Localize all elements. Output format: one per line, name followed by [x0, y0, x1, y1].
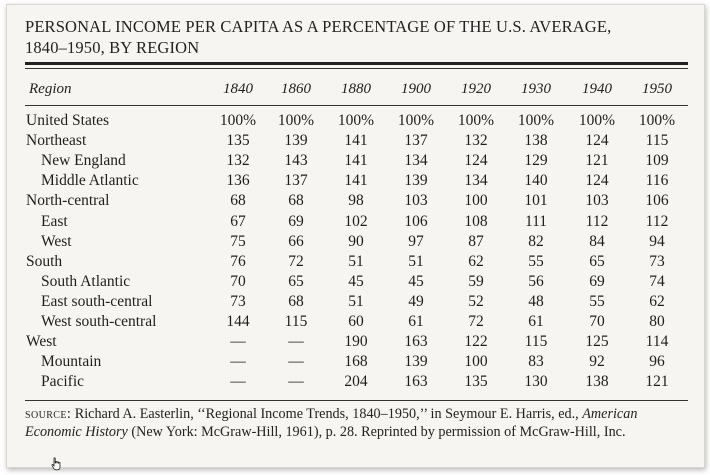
table-cell: 190: [344, 333, 368, 351]
table-cell: 141: [344, 132, 368, 150]
table-cell: 51: [348, 292, 364, 310]
table-cell: 61: [408, 313, 424, 330]
table-cell: 163: [404, 373, 428, 391]
table-row: [7, 292, 704, 312]
table-cell: 115: [645, 132, 669, 150]
table-cell: 121: [645, 373, 669, 391]
table-cell: —: [288, 353, 304, 371]
table-title: [25, 16, 695, 58]
table-cell: 68: [230, 192, 246, 210]
table-cell: 72: [288, 252, 304, 270]
table-cell: 134: [404, 152, 428, 170]
hand-pointer-icon: [50, 457, 64, 471]
row-label: West south-central: [41, 313, 157, 330]
source-text-part1: Richard A. Easterlin, ‘‘Regional Income Trends, 1840–1950,’’ in Seymour E. Harris, ed.,: [71, 406, 579, 422]
table-cell: 141: [344, 172, 368, 190]
table-cell: 69: [288, 212, 304, 230]
table-cell: 116: [645, 172, 669, 190]
table-cell: 125: [585, 333, 609, 351]
table-cell: 137: [404, 132, 428, 150]
row-label: North-central: [26, 192, 110, 210]
table-cell: 70: [589, 313, 605, 330]
table-cell: 60: [348, 313, 364, 330]
table-bottom-rule: [25, 400, 688, 401]
year-header-1930: 1930: [521, 81, 551, 97]
table-cell: —: [288, 333, 304, 351]
year-header-1940: 1940: [582, 81, 612, 97]
table-cell: 141: [344, 152, 368, 170]
year-header-1900: 1900: [401, 81, 431, 97]
table-cell: 137: [284, 172, 308, 190]
row-label: Mountain: [41, 353, 102, 371]
table-cell: 130: [524, 373, 548, 391]
table-cell: 138: [524, 132, 548, 150]
table-cell: 100%: [638, 112, 676, 129]
table-cell: 122: [464, 333, 488, 351]
table-cell: 100%: [457, 112, 495, 129]
row-label: West: [26, 333, 57, 351]
table-cell: 129: [524, 152, 548, 170]
table-cell: 90: [348, 232, 364, 250]
table-cell: 100%: [578, 112, 616, 129]
table-cell: 69: [589, 272, 605, 290]
table-cell: 132: [464, 132, 488, 150]
table-cell: 103: [585, 192, 609, 210]
table-cell: 97: [408, 232, 424, 250]
table-cell: 132: [226, 152, 250, 170]
table-row: [7, 111, 704, 131]
title-rule-thin: [25, 68, 688, 69]
table-cell: 84: [589, 232, 605, 250]
table-cell: 168: [344, 353, 368, 371]
table-cell: 115: [524, 333, 548, 351]
table-cell: 163: [404, 333, 428, 351]
table-cell: 106: [645, 192, 669, 210]
source-text-part2: (New York: McGraw-Hill, 1961), p. 28. Reprinted by permission of McGraw-Hill, Inc.: [127, 423, 626, 440]
table-cell: 100%: [517, 112, 555, 129]
table-cell: 100%: [277, 112, 315, 129]
row-label: South: [26, 252, 63, 270]
year-header-1950: 1950: [642, 81, 672, 97]
table-cell: 82: [528, 232, 544, 250]
table-cell: 121: [585, 152, 609, 170]
table-row: [7, 252, 704, 272]
table-cell: 100%: [337, 112, 375, 129]
table-cell: 65: [288, 272, 304, 290]
table-row: [7, 191, 704, 211]
region-column-header: Region: [29, 81, 72, 97]
table-cell: 65: [589, 252, 605, 270]
table-cell: 134: [464, 172, 488, 190]
source-label: source:: [25, 406, 72, 422]
table-cell: 45: [408, 272, 424, 290]
table-cell: 92: [589, 353, 605, 371]
table-cell: 115: [284, 313, 308, 330]
table-cell: 102: [344, 212, 368, 230]
table-cell: 100: [464, 192, 488, 210]
year-header-1860: 1860: [281, 81, 311, 97]
table-cell: —: [230, 373, 246, 391]
table-cell: 72: [468, 313, 484, 330]
table-row: [7, 212, 704, 232]
table-row: [7, 232, 704, 252]
table-cell: 124: [464, 152, 488, 170]
table-cell: 80: [649, 313, 665, 330]
title-rule-thick: [25, 62, 688, 65]
table-cell: 74: [649, 272, 665, 290]
table-cell: 70: [230, 272, 246, 290]
row-label: Pacific: [41, 373, 85, 391]
table-cell: —: [230, 353, 246, 371]
table-cell: 139: [404, 353, 428, 371]
table-cell: 96: [649, 353, 665, 371]
source-book-title: American Economic History: [25, 406, 638, 440]
table-cell: 100%: [397, 112, 435, 129]
table-row: [7, 151, 704, 171]
table-cell: 83: [528, 353, 544, 371]
table-row: [7, 372, 704, 392]
row-label: New England: [41, 152, 126, 170]
table-cell: 87: [468, 232, 484, 250]
table-row: [7, 131, 704, 151]
row-label: East: [41, 212, 68, 230]
table-row: [7, 312, 704, 332]
table-cell: 62: [649, 292, 665, 310]
table-cell: 101: [524, 192, 548, 210]
table-cell: 106: [404, 212, 428, 230]
row-label: West: [41, 232, 72, 250]
table-cell: 136: [226, 172, 250, 190]
year-header-1840: 1840: [223, 81, 253, 97]
table-cell: 49: [408, 292, 424, 310]
table-cell: 67: [230, 212, 246, 230]
table-cell: —: [288, 373, 304, 391]
table-cell: 94: [649, 232, 665, 250]
row-label: South Atlantic: [41, 272, 131, 290]
table-cell: 68: [288, 292, 304, 310]
table-cell: 135: [464, 373, 488, 391]
table-cell: 114: [645, 333, 669, 351]
table-cell: 103: [404, 192, 428, 210]
table-cell: 204: [344, 373, 368, 391]
table-cell: 59: [468, 272, 484, 290]
table-cell: 55: [589, 292, 605, 310]
table-row: [7, 272, 704, 292]
table-cell: 100%: [219, 112, 257, 129]
table-cell: 73: [649, 252, 665, 270]
table-cell: 100: [464, 353, 488, 371]
year-header-1920: 1920: [461, 81, 491, 97]
table-cell: 124: [585, 132, 609, 150]
row-label: Middle Atlantic: [41, 172, 139, 190]
table-row: [7, 171, 704, 191]
row-label: East south-central: [41, 292, 153, 310]
title-line-2: 1840–1950, BY REGION: [25, 38, 200, 57]
table-cell: 124: [585, 172, 609, 190]
table-cell: 108: [464, 212, 488, 230]
header-rule: [25, 105, 688, 106]
table-cell: 48: [528, 292, 544, 310]
table-cell: 112: [645, 212, 669, 230]
title-line-1: PERSONAL INCOME PER CAPITA AS A PERCENTAGE OF THE U.S. AVERAGE,: [25, 17, 612, 36]
table-cell: 68: [288, 192, 304, 210]
table-cell: 111: [524, 212, 548, 230]
table-cell: 62: [468, 252, 484, 270]
row-label: Northeast: [26, 132, 87, 150]
table-cell: 135: [226, 132, 250, 150]
table-cell: 66: [288, 232, 304, 250]
table-cell: 139: [284, 132, 308, 150]
table-cell: 73: [230, 292, 246, 310]
row-label: United States: [26, 112, 110, 129]
table-cell: —: [230, 333, 246, 351]
table-row: [7, 352, 704, 372]
table-cell: 75: [230, 232, 246, 250]
table-cell: 61: [528, 313, 544, 330]
table-row: [7, 332, 704, 352]
table-cell: 56: [528, 272, 544, 290]
table-cell: 76: [230, 252, 246, 270]
year-header-1880: 1880: [341, 81, 371, 97]
document-page: [6, 4, 705, 468]
table-cell: 51: [408, 252, 424, 270]
table-cell: 143: [284, 152, 308, 170]
table-cell: 144: [226, 313, 250, 330]
table-cell: 51: [348, 252, 364, 270]
table-cell: 98: [348, 192, 364, 210]
table-cell: 112: [585, 212, 609, 230]
table-cell: 52: [468, 292, 484, 310]
table-cell: 109: [645, 152, 669, 170]
table-cell: 138: [585, 373, 609, 391]
table-cell: 55: [528, 252, 544, 270]
table-cell: 140: [524, 172, 548, 190]
source-note: [25, 406, 691, 441]
table-cell: 45: [348, 272, 364, 290]
table-cell: 139: [404, 172, 428, 190]
